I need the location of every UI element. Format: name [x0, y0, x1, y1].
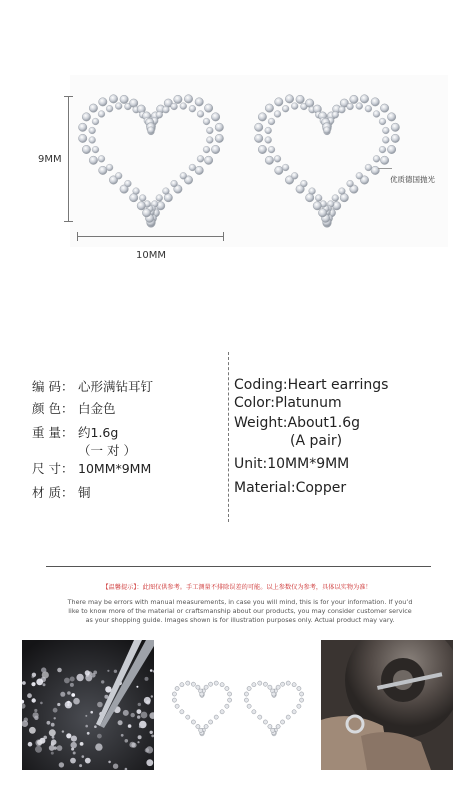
width-dimension-label: 10MM — [136, 250, 166, 261]
diamonds-photo-art — [22, 640, 154, 770]
small-left-earring — [172, 681, 231, 736]
spec-material-en: Material:Copper — [234, 480, 347, 496]
spec-label: 重 量： — [32, 425, 74, 440]
spec-color-en: Color:Platunum — [234, 395, 342, 411]
spec-row-size — [32, 458, 153, 480]
spec-row-color — [32, 398, 153, 420]
spec-label: 颜 色： — [32, 401, 74, 416]
spec-value: 白金色 — [78, 401, 116, 416]
spec-unit-en: Unit:10MM*9MM — [234, 456, 350, 472]
spec-row-weight — [32, 422, 153, 444]
width-dimension-line — [77, 236, 224, 237]
small-right-earring — [244, 681, 303, 736]
spec-weight-en: Weight:About1.6g — [234, 415, 361, 431]
section-divider — [46, 566, 431, 567]
spec-coding-en: Coding:Heart earrings — [234, 377, 389, 393]
disclaimer-line-3: as your shopping guide. Images shown is for illustration purposes only. Actual product may vary. — [85, 616, 395, 624]
craftsmanship-photo — [321, 640, 453, 770]
earrings-photo-art — [158, 640, 316, 770]
polish-label: 优质德国抛光 — [390, 175, 435, 184]
spec-label: 材 质： — [32, 485, 74, 500]
right-earring — [255, 95, 400, 228]
height-dimension-cap-bottom — [64, 221, 73, 222]
earrings-illustration — [0, 0, 474, 300]
diamonds-photo — [22, 640, 154, 770]
spec-row-code — [32, 376, 153, 398]
spec-value: 心形满钻耳钉 — [78, 379, 154, 394]
spec-value: （一 对 ） — [78, 443, 136, 458]
notice-text: 【温馨提示】：此图仅供参考。手工测量不排除误差的可能。以上参数仅为参考，具体以实物为准！ — [102, 584, 372, 591]
spec-row-pair — [32, 444, 153, 458]
width-dimension-cap-right — [223, 232, 224, 241]
polish-callout-line — [378, 168, 392, 169]
spec-list-cn — [32, 376, 153, 504]
width-dimension-cap-left — [77, 232, 78, 241]
height-dimension-cap-top — [64, 96, 73, 97]
spec-label: 编 码： — [32, 379, 74, 394]
spec-pair-en: (A pair) — [290, 433, 343, 449]
spec-value: 10MM*9MM — [78, 461, 152, 476]
left-earring — [79, 95, 224, 228]
earrings-photo — [158, 640, 316, 770]
height-dimension-line — [68, 96, 69, 221]
craftsmanship-photo-art — [321, 640, 453, 770]
disclaimer-line-1: There may be errors with manual measurements, in case you will mind, this is for your information. If you’d — [67, 598, 413, 606]
spec-value: 约1.6g — [78, 425, 119, 440]
spec-value: 铜 — [78, 485, 91, 500]
height-dimension-label: 9MM — [38, 154, 62, 165]
disclaimer-line-2: like to know more of the material or craftsmanship about our products, you may consider customer service — [68, 607, 412, 615]
spec-row-material — [32, 482, 153, 504]
spec-column-divider — [228, 352, 229, 522]
spec-label: 尺 寸： — [32, 461, 74, 476]
